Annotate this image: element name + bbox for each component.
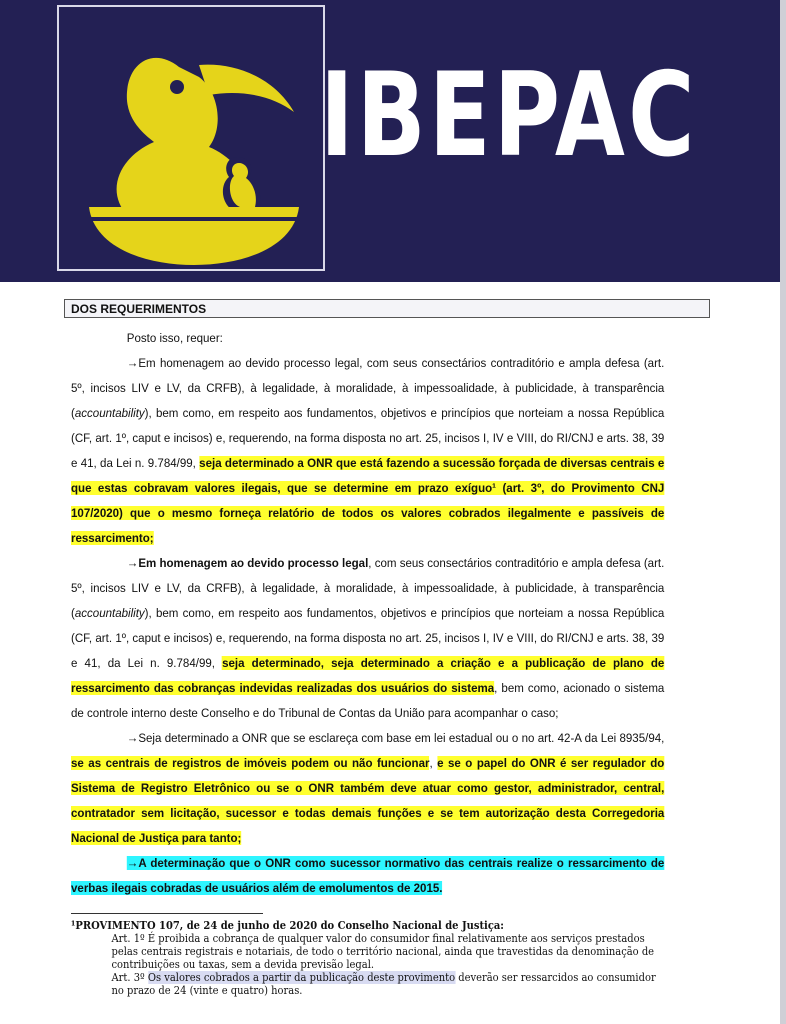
arrow-icon: → <box>126 356 139 370</box>
request-paragraph-3: →Seja determinado a ONR que se esclareça com base em lei estadual ou o no art. 42-A da Lei 8935/94, se as centrais de registros de imóveis podem ou não funcionar, e se o papel do ONR é ser regulador do Sistema de Registro Eletrônico ou se o ONR também deve atuar como gestor, administrador, central, contratador sem licitação, sucessor e todas demais funções e se tem autorização desta Corregedoria Nacional de Justiça para tanto; <box>71 731 665 845</box>
highlight-text: se as centrais de registros de imóveis podem ou não funcionar <box>71 756 430 770</box>
arrow-icon: → <box>126 731 139 745</box>
highlight-text: e se o papel do ONR é ser regulador do Sistema de Registro Eletrônico ou se o ONR também deve atuar como gestor, administrador, central, contratador sem licitação, sucessor e todas demais funções e se tem autorização desta Corregedoria Nacional de Justiça para tanto; <box>71 756 665 845</box>
cyan-highlight-text: →A determinação que o ONR como sucessor normativo das centrais realize o ressarcimento de verbas ilegais cobradas de usuários além de emolumentos de 2015. <box>71 856 665 895</box>
section-title: DOS REQUERIMENTOS <box>71 302 207 316</box>
intro-line: Posto isso, requer: <box>126 331 223 345</box>
document-body <box>71 326 664 901</box>
footnote-heading: ¹PROVIMENTO 107, de 24 de junho de 2020 do Conselho Nacional de Justiça: <box>71 919 504 932</box>
section-header <box>64 299 710 318</box>
footnote-divider <box>71 913 263 914</box>
footnote-article-1: Art. 1º É proibida a cobrança de qualquer valor do consumidor final relativamente aos serviços prestados pelas centrais registrais e notariais, de todo o território nacional, ainda que travestidas da denominação de contribuições ou taxas, sem a devida previsão legal. <box>111 932 655 971</box>
request-paragraph-2: →Em homenagem ao devido processo legal, com seus consectários contraditório e ampla defesa (art. 5º, incisos LIV e LV, da CRFB), à legalidade, à moralidade, à impessoalidade, à publicidade, à transparência (accountability), bem como, em respeito aos fundamentos, objetivos e princípios que norteiam a nossa República (CF, art. 1º, caput e incisos) e, requerendo, na forma disposta no art. 25, incisos I, IV e VIII, do RI/CNJ e arts. 38, 39 e 41, da Lei n. 9.784/99, seja determinado, seja determinado a criação e a publicação de plano de ressarcimento das cobranças indevidas realizadas dos usuários do sistema, bem como, acionado o sistema de controle interno deste Conselho e do Tribunal de Contas da União para acompanhar o caso; <box>71 556 665 720</box>
footnote-article-3: Art. 3º Os valores cobrados a partir da publicação deste provimento deverão ser ressarcidos ao consumidor no prazo de 24 (vinte e quatro) horas. <box>111 971 656 997</box>
request-paragraph-1: →Em homenagem ao devido processo legal, com seus consectários contraditório e ampla defesa (art. 5º, incisos LIV e LV, da CRFB), à legalidade, à moralidade, à impessoalidade, à publicidade, à transparência (accountability), bem como, em respeito aos fundamentos, objetivos e princípios que norteiam a nossa República (CF, art. 1º, caput e incisos) e, requerendo, na forma disposta no art. 25, incisos I, IV e VIII, do RI/CNJ e arts. 38, 39 e 41, da Lei n. 9.784/99, seja determinado a ONR que está fazendo a sucessão forçada de diversas centrais e que estas cobravam valores ilegais, que se determine em prazo exíguo¹ (art. 3º, do Provimento CNJ 107/2020) que o mesmo forneça relatório de todos os valores cobrados ilegalmente e passíveis de ressarcimento; <box>71 356 665 545</box>
highlight-text: seja determinado, seja determinado a criação e a publicação de plano de ressarcimento das cobranças indevidas realizadas dos usuários do sistema <box>71 656 665 695</box>
arrow-icon: → <box>126 556 139 570</box>
pelican-nest-icon <box>59 7 323 269</box>
highlight-text: seja determinado a ONR que está fazendo a sucessão forçada de diversas centrais e que estas cobravam valores ilegais, que se determine em prazo exíguo¹ (art. 3º, do Provimento CNJ 107/2020) que o mesmo forneça relatório de todos os valores cobrados ilegalmente e passíveis de ressarcimento; <box>71 456 665 545</box>
brand-name: IBEPAC <box>320 48 698 183</box>
selected-text: Os valores cobrados a partir da publicação deste provimento <box>147 971 456 984</box>
page-edge <box>780 0 786 1024</box>
logo-frame <box>57 5 325 271</box>
header-banner <box>0 0 780 282</box>
request-paragraph-4 <box>71 851 664 901</box>
footnote <box>71 919 660 997</box>
